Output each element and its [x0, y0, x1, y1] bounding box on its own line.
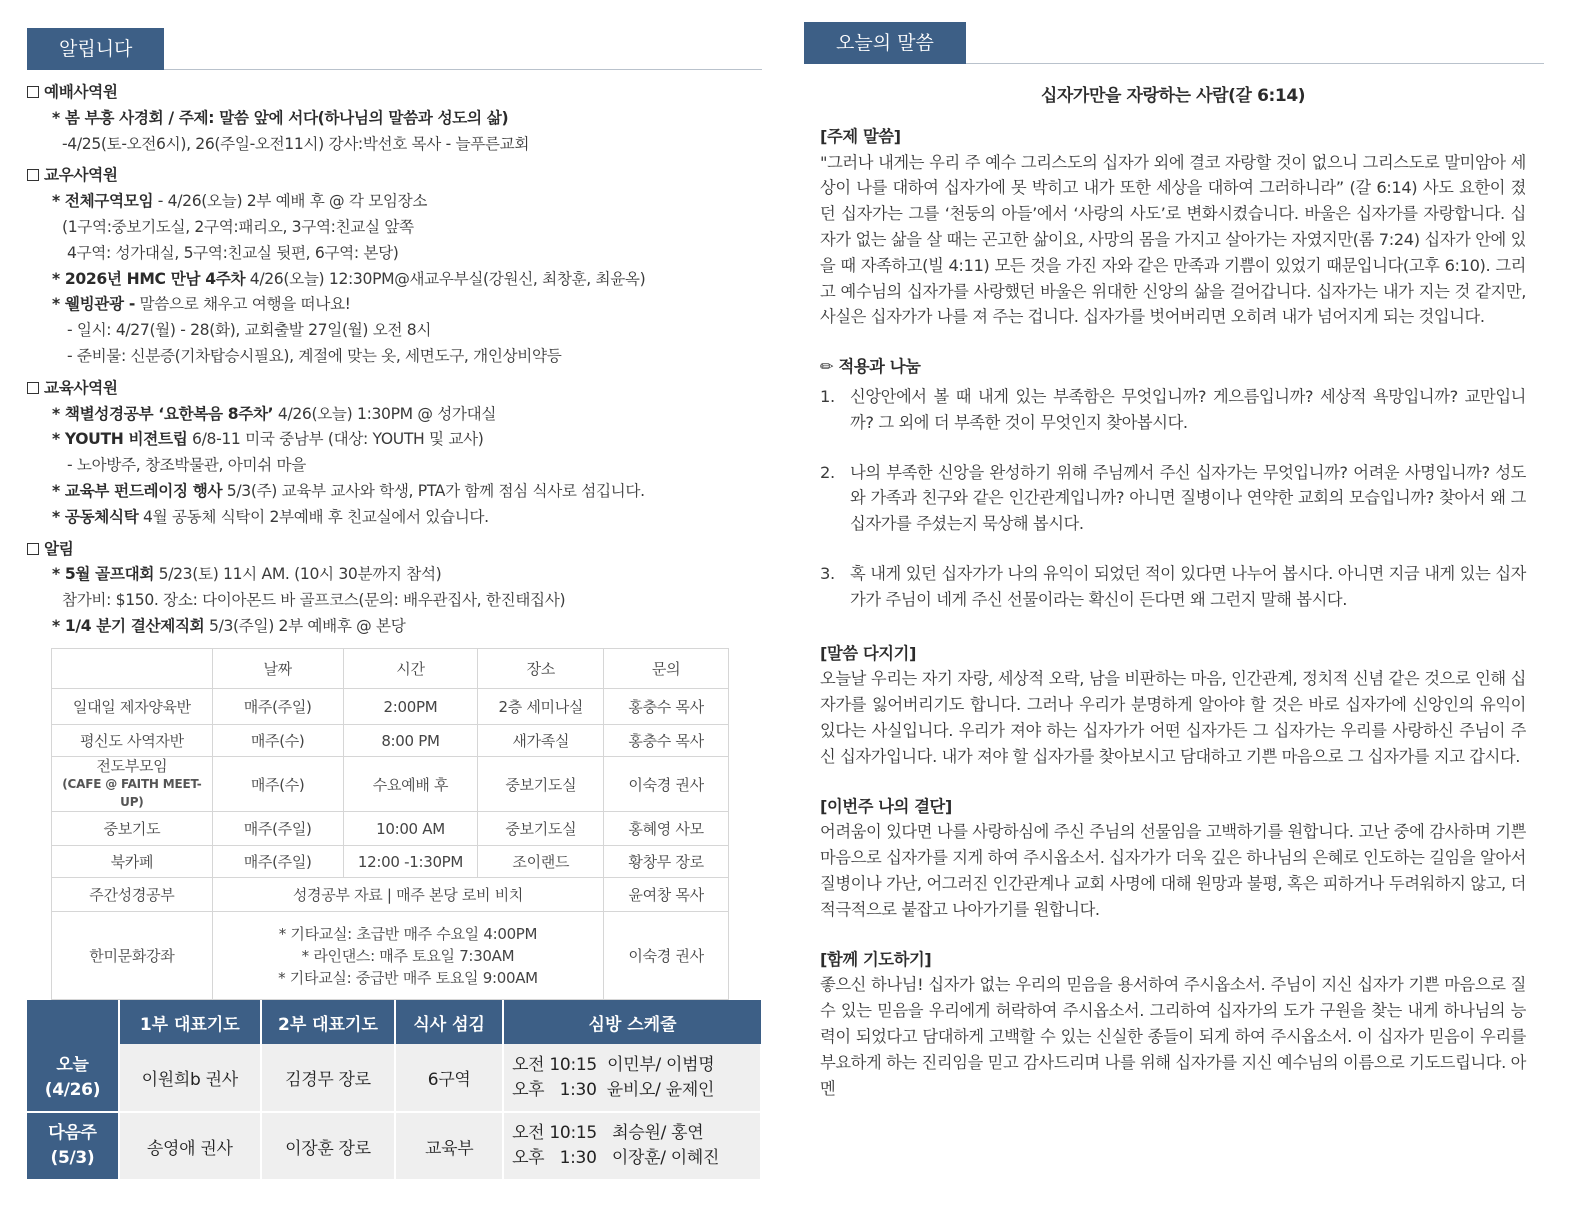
theme-heading: [주제 말씀]	[820, 126, 901, 146]
announcement-line: * YOUTH 비젼트립 6/8-11 미국 중남부 (대상: YOUTH 및 교사)	[52, 430, 484, 449]
table-cell: 8:00 PM	[343, 725, 478, 757]
table-cell: 송영애 권사	[119, 1112, 261, 1180]
checkbox-icon	[27, 86, 39, 98]
prayer-text: 좋으신 하나님! 십자가 없는 우리의 믿음을 용서하여 주시옵소서. 주님이 지신 십자가 기쁜 마음으로 질 수 있는 믿음을 우리에게 허락하여 주시옵소서. 그리하여 십자가의 도가 구원을 찾는 내게 하나님의 능력이 되었다고 담대하게 고백할 수 있는 신실한 종들이 되게 하여 주시옵소서. 이 십자가 믿음이 우리를 부요하게 하는 진리임을 믿고 감사드리며 나를 위해 십자가를 지신 예수님의 이름으로 기도드립니다. 아멘	[820, 975, 1526, 1098]
table-cell: 한미문화강좌	[52, 912, 213, 1000]
table-header-cell	[52, 649, 213, 689]
table-row	[52, 757, 729, 812]
table-cell: 오전 10:15 최승원/ 홍연 오후 1:30 이장훈/ 이혜진	[503, 1112, 761, 1180]
table-cell: 중보기도	[52, 812, 213, 846]
sermon-header-label: 오늘의 말씀	[804, 22, 966, 64]
table-cell: 2:00PM	[343, 689, 478, 725]
announcement-line: * 공동체식탁 4월 공동체 식탁이 2부예배 후 친교실에서 있습니다.	[52, 507, 489, 526]
culture-line: * 라인댄스: 매주 토요일 7:30AM	[301, 946, 515, 965]
table-header-cell: 장소	[478, 649, 604, 689]
announcement-line: -4/25(토-오전6시), 26(주일-오전11시) 강사:박선호 목사 - 늘푸른교회	[62, 134, 530, 153]
table-header-row	[52, 649, 729, 689]
table-cell	[212, 912, 603, 1000]
culture-line: * 기타교실: 중급반 매주 토요일 9:00AM	[278, 968, 538, 987]
table-row	[52, 689, 729, 725]
announcement-line: - 일시: 4/27(월) - 28(화), 교회출발 27일(월) 오전 8시	[67, 321, 432, 340]
announcement-line: - 노아방주, 창조박물관, 아미쉬 마을	[67, 456, 306, 475]
culture-line: * 기타교실: 초급반 매주 수요일 4:00PM	[278, 924, 538, 943]
meetup-subtitle: (CAFE @ FAITH MEET-UP)	[62, 777, 202, 809]
announcement-line: (1구역:중보기도실, 2구역:패리오, 3구역:친교실 앞쪽	[62, 217, 414, 236]
announcement-line: * 전체구역모임 - 4/26(오늘) 2부 예배 후 @ 각 모임장소	[52, 192, 428, 211]
sermon-column	[820, 0, 1544, 1224]
resolve-text: 오늘날 우리는 자기 자랑, 세상적 오락, 남을 비판하는 마음, 인간관계, 정치적 신념 같은 것으로 인해 십자가를 잃어버리기도 합니다. 그러나 우리가 분명하게 알아야 할 것은 바로 십자가에 신앙인의 유익이 있다는 사실입니다. 우리가 져야 하는 십자가가 어떤 십자가든 그 십자가는 우리를 사랑하신 주님이 주신 십자가입니다. 내가 져야 할 십자가를 찾아보시고 담대하고 기쁜 마음으로 그 십자가를 지고 갑시다.	[820, 669, 1526, 766]
table-header-cell: 심방 스케줄	[503, 1000, 761, 1044]
table-header-cell: 시간	[343, 649, 478, 689]
table-cell: 매주(주일)	[212, 689, 343, 725]
decision-heading: [이번주 나의 결단]	[820, 796, 952, 816]
table-cell: 북카페	[52, 846, 213, 878]
table-cell: 중보기도실	[478, 757, 604, 812]
table-header-cell	[27, 1000, 119, 1044]
ministry-schedule-table	[51, 648, 729, 1000]
table-cell: 6구역	[395, 1044, 503, 1112]
announcement-line: 참가비: $150. 장소: 다이아몬드 바 골프코스(문의: 배우관집사, 한진태집사)	[62, 591, 566, 610]
announcement-line: * 2026년 HMC 만남 4주차 4/26(오늘) 12:30PM@새교우부실(강원신, 최창훈, 최윤옥)	[52, 269, 646, 288]
table-cell: 새가족실	[478, 725, 604, 757]
table-cell: 오전 10:15 이민부/ 이범명 오후 1:30 윤비오/ 윤제인	[503, 1044, 761, 1112]
table-cell: 홍혜영 사모	[604, 812, 729, 846]
sermon-body	[820, 84, 1526, 1101]
table-cell: 매주(수)	[212, 757, 343, 812]
table-cell: 홍충수 목사	[604, 689, 729, 725]
question-item: 1. 신앙안에서 볼 때 내게 있는 부족함은 무엇입니까? 게으름입니까? 세상적 욕망입니까? 교만입니까? 그 외에 더 부족한 것이 무엇인지 찾아봅시다.	[820, 386, 1526, 432]
table-header-row	[27, 1000, 761, 1044]
duty-roster-table	[27, 1000, 762, 1181]
table-cell: 교육부	[395, 1112, 503, 1180]
table-cell: 이원희b 권사	[119, 1044, 261, 1112]
table-cell: 매주(주일)	[212, 846, 343, 878]
sermon-title: 십자가만을 자랑하는 사람(갈 6:14)	[1040, 86, 1306, 106]
announcements-header-label: 알립니다	[27, 28, 164, 70]
table-cell: 윤여창 목사	[604, 878, 729, 912]
table-header-cell: 날짜	[212, 649, 343, 689]
table-row	[52, 725, 729, 757]
table-row	[52, 846, 729, 878]
resolve-heading: [말씀 다지기]	[820, 643, 916, 663]
meetup-name: 전도부모임	[96, 757, 168, 775]
table-row	[27, 1044, 761, 1112]
announcements-column	[27, 0, 762, 1224]
table-row	[52, 812, 729, 846]
announcement-line: * 봄 부흥 사경회 / 주제: 말씀 앞에 서다(하나님의 말씀과 성도의 삶)	[52, 108, 509, 127]
table-row	[52, 912, 729, 1000]
apply-heading: ✏ 적용과 나눔	[820, 357, 921, 377]
section-title: 교우사역원	[27, 163, 767, 189]
table-cell: 일대일 제자양육반	[52, 689, 213, 725]
announcements-header	[27, 28, 762, 70]
table-cell: 매주(수)	[212, 725, 343, 757]
checkbox-icon	[27, 169, 39, 181]
table-cell: 평신도 사역자반	[52, 725, 213, 757]
row-label: 다음주 (5/3)	[27, 1112, 119, 1180]
checkbox-icon	[27, 382, 39, 394]
question-item: 3. 혹 내게 있던 십자가가 나의 유익이 되었던 적이 있다면 나누어 봅시다. 아니면 지금 내게 있는 십자가가 주님이 네게 주신 선물이라는 확신이 든다면 왜 그런지 말해 봅시다.	[820, 563, 1526, 609]
sermon-header	[804, 22, 1544, 64]
section-title: 교육사역원	[27, 376, 767, 402]
prayer-heading: [함께 기도하기]	[820, 949, 932, 969]
table-cell: 김경무 장로	[261, 1044, 396, 1112]
announcement-line: * 5월 골프대회 5/23(토) 11시 AM. (10시 30분까지 참석)	[52, 565, 442, 584]
table-header-cell: 식사 섬김	[395, 1000, 503, 1044]
theme-text: "그러나 내게는 우리 주 예수 그리스도의 십자가 외에 결코 자랑할 것이 없으니 그리스도로 말미암아 세상이 나를 대하여 십자가에 못 박히고 내가 또한 세상을 대하여 그러하니라” (갈 6:14) 사도 요한이 졌던 십자가는 그를 ‘천둥의 아들’에서 ‘사랑의 사도’로 변화시켰습니다. 바울은 십자가를 자랑합니다. 십자가 없는 삶을 살 때는 곤고한 삶이요, 사망의 몸을 가지고 살아가는 자였지만(롬 7:24) 십자가 안에 있을 때 자족하고(빌 4:11) 모든 것을 가진 자와 같은 만족과 기쁨이 있었기 때문입니다(고후 6:10). 그리고 예수님의 십자가를 사랑했던 바울은 위대한 신앙의 삶을 걸어갑니다. 십자가는 내가 지는 것 같지만, 사실은 십자가가 나를 져 주는 겁니다. 십자가를 벗어버리면 오히려 내가 넘어지게 되는 것입니다.	[820, 152, 1526, 327]
table-header-cell: 1부 대표기도	[119, 1000, 261, 1044]
table-cell: 중보기도실	[478, 812, 604, 846]
question-item: 2. 나의 부족한 신앙을 완성하기 위해 주님께서 주신 십자가는 무엇입니까? 어려운 사명입니까? 성도와 가족과 친구와 같은 인간관계입니까? 아니면 질병이나 연약한 교회의 모습입니까? 찾아서 왜 그 십자가를 주셨는지 묵상해 봅시다.	[820, 462, 1526, 534]
table-cell: 이숙경 권사	[604, 757, 729, 812]
table-cell: 2층 세미나실	[478, 689, 604, 725]
table-header-cell: 2부 대표기도	[261, 1000, 396, 1044]
table-cell: 주간성경공부	[52, 878, 213, 912]
table-cell: 홍충수 목사	[604, 725, 729, 757]
table-cell: 12:00 -1:30PM	[343, 846, 478, 878]
table-row	[52, 878, 729, 912]
table-header-cell: 문의	[604, 649, 729, 689]
table-cell: 성경공부 자료 | 매주 본당 로비 비치	[212, 878, 603, 912]
announcement-line: * 책별성경공부 ‘요한복음 8주차’ 4/26(오늘) 1:30PM @ 성가대실	[52, 404, 497, 423]
decision-text: 어려움이 있다면 나를 사랑하심에 주신 주님의 선물임을 고백하기를 원합니다. 고난 중에 감사하며 기쁜 마음으로 십자가를 지게 하여 주시옵소서. 십자가가 더욱 깊은 하나님의 은혜로 인도하는 길임을 알아서 질병이나 가난, 어그러진 인간관계나 교회 사명에 대해 원망과 불평, 혹은 피하거나 두려워하지 않고, 더 적극적으로 붙잡고 나아가기를 원합니다.	[820, 822, 1526, 919]
checkbox-icon	[27, 543, 39, 555]
table-cell: 매주(주일)	[212, 812, 343, 846]
announcement-line: * 교육부 펀드레이징 행사 5/3(주) 교육부 교사와 학생, PTA가 함께 점심 식사로 섬깁니다.	[52, 481, 645, 500]
table-cell: 수요예배 후	[343, 757, 478, 812]
table-cell: 조이랜드	[478, 846, 604, 878]
table-cell: 10:00 AM	[343, 812, 478, 846]
announcement-line: * 1/4 분기 결산제직회 5/3(주일) 2부 예배후 @ 본당	[52, 616, 406, 635]
section-title: 알림	[27, 537, 767, 563]
table-cell: 이장훈 장로	[261, 1112, 396, 1180]
section-title: 예배사역원	[27, 80, 767, 106]
table-cell: 황창무 장로	[604, 846, 729, 878]
table-cell	[52, 757, 213, 812]
announcement-line: * 웰빙관광 - 말씀으로 채우고 여행을 떠나요!	[52, 295, 351, 314]
table-row	[27, 1112, 761, 1180]
announcement-line: - 준비물: 신분증(기차탑승시필요), 계절에 맞는 옷, 세면도구, 개인상비약등	[67, 346, 562, 365]
row-label: 오늘 (4/26)	[27, 1044, 119, 1112]
announcement-line: 4구역: 성가대실, 5구역:친교실 뒷편, 6구역: 본당)	[67, 243, 399, 262]
announcements-list	[27, 80, 767, 640]
table-cell: 이숙경 권사	[604, 912, 729, 1000]
